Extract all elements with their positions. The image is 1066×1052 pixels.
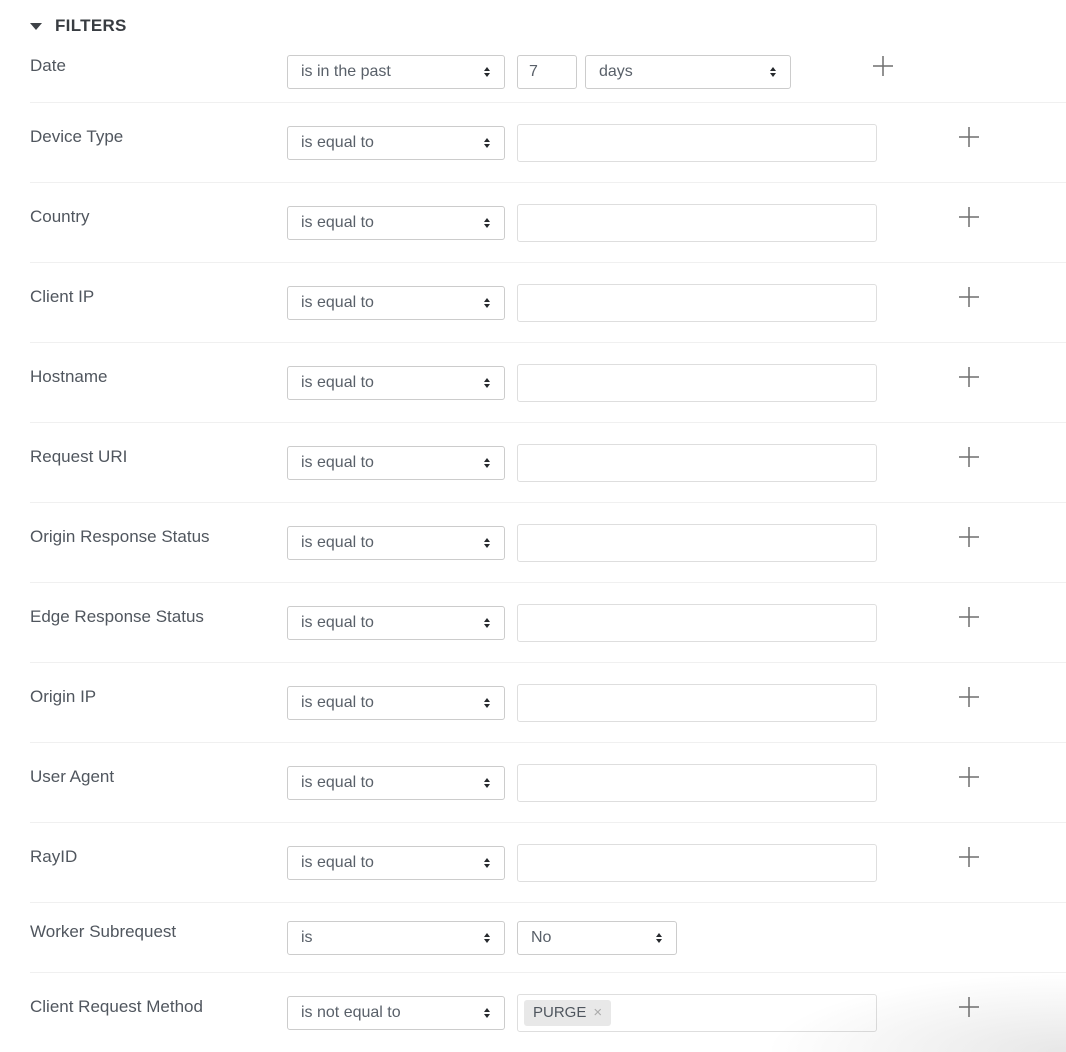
filter-controls — [287, 284, 981, 322]
add-filter-button[interactable] — [957, 205, 981, 229]
add-filter-button[interactable] — [957, 605, 981, 629]
plus-icon — [958, 286, 980, 308]
plus-icon — [958, 526, 980, 548]
up-down-arrows-icon — [484, 1008, 490, 1018]
filter-label: Origin IP — [30, 686, 97, 706]
date-unit-select[interactable] — [585, 55, 791, 89]
up-down-arrows-icon — [484, 538, 490, 548]
filter-label: Origin Response Status — [30, 526, 210, 546]
value-input[interactable] — [517, 124, 877, 162]
filter-row-edge-response-status — [30, 583, 1066, 663]
add-filter-button[interactable] — [957, 365, 981, 389]
up-down-arrows-icon — [484, 698, 490, 708]
up-down-arrows-icon — [484, 618, 490, 628]
value-input[interactable] — [517, 604, 877, 642]
plus-icon — [958, 606, 980, 628]
filter-controls — [287, 204, 981, 242]
filter-label: Client Request Method — [30, 996, 203, 1016]
x-icon[interactable]: × — [593, 1004, 603, 1021]
add-filter-button[interactable] — [957, 685, 981, 709]
operator-select-value: is not equal to — [301, 1003, 401, 1021]
tag-purge — [524, 1000, 611, 1026]
tag-label: PURGE — [533, 1004, 587, 1021]
filter-row-request-uri — [30, 423, 1066, 503]
plus-icon — [958, 766, 980, 788]
plus-icon — [958, 206, 980, 228]
plus-icon — [958, 846, 980, 868]
value-input[interactable] — [517, 444, 877, 482]
filter-label: Edge Response Status — [30, 606, 204, 626]
filter-controls — [287, 55, 895, 89]
filter-label: Country — [30, 206, 90, 226]
filter-controls — [287, 921, 677, 955]
operator-select[interactable] — [287, 206, 505, 240]
up-down-arrows-icon — [484, 458, 490, 468]
plus-icon — [958, 366, 980, 388]
operator-select[interactable] — [287, 766, 505, 800]
value-input[interactable] — [517, 204, 877, 242]
filter-controls — [287, 364, 981, 402]
filter-row-client-request-method — [30, 973, 1066, 1052]
operator-select[interactable] — [287, 846, 505, 880]
filter-row-hostname — [30, 343, 1066, 423]
filter-row-rayid — [30, 823, 1066, 903]
add-filter-button[interactable] — [957, 845, 981, 869]
add-filter-button[interactable] — [957, 125, 981, 149]
tags-input[interactable] — [517, 994, 877, 1032]
operator-select[interactable] — [287, 606, 505, 640]
add-filter-button[interactable] — [957, 765, 981, 789]
up-down-arrows-icon — [770, 67, 776, 77]
value-input[interactable] — [517, 764, 877, 802]
value-select[interactable] — [517, 921, 677, 955]
up-down-arrows-icon — [484, 933, 490, 943]
up-down-arrows-icon — [484, 778, 490, 788]
filter-label: Worker Subrequest — [30, 921, 177, 941]
up-down-arrows-icon — [484, 218, 490, 228]
operator-select-value: is equal to — [301, 853, 374, 871]
filter-controls — [287, 994, 981, 1032]
filter-controls — [287, 844, 981, 882]
operator-select-value: is equal to — [301, 773, 374, 791]
up-down-arrows-icon — [484, 138, 490, 148]
filter-row-client-ip — [30, 263, 1066, 343]
operator-select[interactable] — [287, 921, 505, 955]
add-filter-button[interactable] — [957, 995, 981, 1019]
plus-icon — [958, 446, 980, 468]
value-input[interactable] — [517, 524, 877, 562]
plus-icon — [958, 686, 980, 708]
filter-controls — [287, 604, 981, 642]
operator-select[interactable] — [287, 55, 505, 89]
date-value-input[interactable] — [517, 55, 577, 89]
operator-select-value: is equal to — [301, 293, 374, 311]
value-input[interactable] — [517, 684, 877, 722]
filter-row-origin-response-status — [30, 503, 1066, 583]
up-down-arrows-icon — [656, 933, 662, 943]
filter-row-country — [30, 183, 1066, 263]
value-input[interactable] — [517, 844, 877, 882]
filter-label: Device Type — [30, 126, 124, 146]
up-down-arrows-icon — [484, 858, 490, 868]
filter-controls — [287, 444, 981, 482]
operator-select[interactable] — [287, 996, 505, 1030]
filter-row-user-agent — [30, 743, 1066, 823]
operator-select-value: is equal to — [301, 613, 374, 631]
operator-select-value: is equal to — [301, 693, 374, 711]
filter-controls — [287, 684, 981, 722]
operator-select[interactable] — [287, 126, 505, 160]
operator-select-value: is — [301, 928, 313, 946]
value-input[interactable] — [517, 364, 877, 402]
filters-header — [30, 0, 1066, 41]
filters-title: FILTERS — [55, 16, 127, 35]
add-filter-button[interactable] — [957, 285, 981, 309]
add-filter-button[interactable] — [957, 445, 981, 469]
plus-icon — [958, 126, 980, 148]
operator-select-value: is equal to — [301, 533, 374, 551]
filter-row-date — [30, 41, 1066, 103]
operator-select[interactable] — [287, 526, 505, 560]
filter-row-worker-subrequest — [30, 903, 1066, 973]
filter-label: RayID — [30, 846, 78, 866]
filter-row-device-type — [30, 103, 1066, 183]
operator-select[interactable] — [287, 286, 505, 320]
operator-select-value: is equal to — [301, 373, 374, 391]
add-filter-button[interactable] — [871, 54, 895, 78]
filter-label: Hostname — [30, 366, 108, 386]
up-down-arrows-icon — [484, 378, 490, 388]
operator-select-value: is equal to — [301, 133, 374, 151]
filter-controls — [287, 764, 981, 802]
filter-row-origin-ip — [30, 663, 1066, 743]
filter-label: Client IP — [30, 286, 95, 306]
filter-controls — [287, 524, 981, 562]
caret-down-icon[interactable] — [30, 23, 42, 30]
value-select-value: No — [531, 928, 552, 946]
operator-select[interactable] — [287, 446, 505, 480]
up-down-arrows-icon — [484, 298, 490, 308]
operator-select-value: is equal to — [301, 213, 374, 231]
operator-select-value: is in the past — [301, 62, 391, 80]
filter-controls — [287, 124, 981, 162]
date-unit-select-value: days — [599, 62, 633, 80]
operator-select[interactable] — [287, 686, 505, 720]
add-filter-button[interactable] — [957, 525, 981, 549]
operator-select-value: is equal to — [301, 453, 374, 471]
plus-icon — [872, 55, 894, 77]
filter-label: User Agent — [30, 766, 115, 786]
filter-label: Request URI — [30, 446, 128, 466]
up-down-arrows-icon — [484, 67, 490, 77]
filter-label: Date — [30, 55, 66, 75]
plus-icon — [958, 996, 980, 1018]
operator-select[interactable] — [287, 366, 505, 400]
value-input[interactable] — [517, 284, 877, 322]
